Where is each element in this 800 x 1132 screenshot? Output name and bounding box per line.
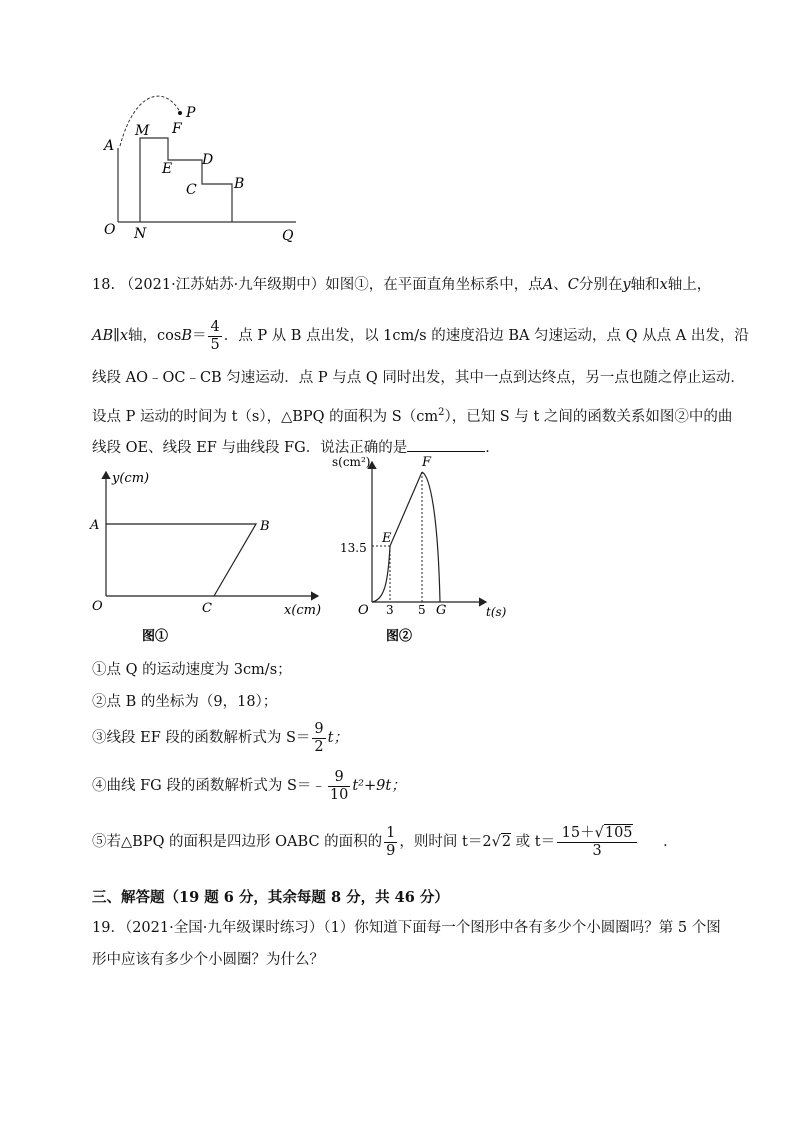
fraction-4-5: $\frac{4}{5}$ — [210, 318, 220, 353]
q18-line1: 18. （2021·江苏姑苏·九年级期中）如图①，在平面直角坐标系中，点A、C分别在y轴和x轴上， — [92, 277, 712, 293]
curve-fg — [422, 472, 440, 602]
option-3: ③线段 EF 段的函数解析式为 S＝ $\frac{9}{2}$ t； — [92, 720, 348, 755]
fig1-shape-abc — [106, 524, 256, 596]
option-4: ④曲线 FG 段的函数解析式为 S＝﹣ $\frac{9}{10}$ t²+9t； — [92, 768, 406, 803]
fraction-15-sqrt105-3: $\frac{15+√105}{3}$ — [557, 825, 637, 860]
fig1-y-label: y(cm) — [112, 471, 150, 486]
label-a: A — [104, 138, 115, 154]
fig2-label-f: F — [422, 455, 432, 470]
fig2-label-e: E — [382, 531, 392, 546]
figure-1 — [86, 466, 336, 646]
fig2-tick-13-5: 13.5 — [340, 541, 367, 555]
top-figure — [90, 90, 320, 250]
q19-line1: 19．（2021·全国·九年级课时练习）（1）你知道下面每一个图形中各有多少个小圆圈吗？第 5 个图 — [92, 920, 721, 936]
label-q: Q — [282, 228, 294, 244]
section-3-heading: 三、解答题（19 题 6 分，其余每题 8 分，共 46 分） — [92, 889, 449, 906]
fig1-label-b: B — [260, 519, 270, 534]
fraction-9-10: $\frac{9}{10}$ — [329, 768, 349, 803]
fig2-label-g: G — [436, 603, 447, 618]
fig1-label-c: C — [202, 601, 212, 616]
option-1: ①点 Q 的运动速度为 3cm/s； — [92, 662, 292, 678]
fraction-1-9: $\frac{1}{9}$ — [386, 824, 396, 859]
fig2-x-label: t(s) — [486, 605, 507, 619]
fig2-tick-5: 5 — [418, 603, 426, 617]
point-p — [178, 111, 182, 115]
label-o: O — [104, 222, 116, 238]
label-n: N — [134, 226, 147, 242]
fig1-x-label: x(cm) — [284, 603, 322, 618]
answer-blank[interactable] — [407, 437, 485, 452]
label-e: E — [162, 161, 173, 177]
fig1-label-o: O — [92, 599, 103, 614]
fig2-label-o: O — [358, 603, 369, 618]
fraction-9-2: $\frac{9}{2}$ — [314, 720, 324, 755]
fig2-caption: 图② — [386, 629, 413, 644]
option-2: ②点 B 的坐标为（9，18）； — [92, 694, 278, 710]
q18-line4: 设点 P 运动的时间为 t（s），△BPQ 的面积为 $S(cm^2)$，已知 S 与 t 之间的函数关系如图②中的曲 — [92, 407, 733, 425]
staircase — [140, 138, 232, 222]
curve-oe — [372, 546, 390, 602]
fig1-caption: 图① — [142, 629, 169, 644]
label-f: F — [172, 121, 182, 137]
figure-2 — [326, 454, 516, 646]
label-c: C — [186, 182, 197, 198]
option-5: ⑤若△BPQ 的面积是四边形 OABC 的面积的 $\frac{1}{9}$ ，则时间 t＝2√2 或 t＝ $\frac{15+√105}{3}$ ． — [92, 824, 678, 859]
fig2-y-label: s(cm²) — [332, 455, 371, 469]
q18-line2: AB∥x轴，cosB＝ $\frac{4}{5}$ ．点 P 从 B 点出发，以 1cm/s 的速度沿边 BA 匀速运动，点 Q 从点 A 出发，沿 — [92, 318, 749, 353]
label-d: D — [202, 152, 214, 168]
fig2-tick-3: 3 — [386, 603, 394, 617]
label-m: M — [135, 123, 150, 139]
label-p: P — [186, 105, 196, 121]
sqrt-symbol: √ — [491, 834, 501, 850]
fig1-label-a: A — [90, 518, 100, 533]
segment-ef — [390, 472, 422, 546]
q18-line3: 线段 AO﹣OC﹣CB 匀速运动．点 P 与点 Q 同时出发，其中一点到达终点，另一点也随之停止运动． — [92, 370, 745, 386]
label-b: B — [234, 176, 245, 192]
q18-line5: 线段 OE、线段 EF 与曲线段 FG．说法正确的是 ． — [92, 437, 500, 458]
q19-line2: 形中应该有多少个小圆圈？为什么？ — [92, 952, 324, 968]
